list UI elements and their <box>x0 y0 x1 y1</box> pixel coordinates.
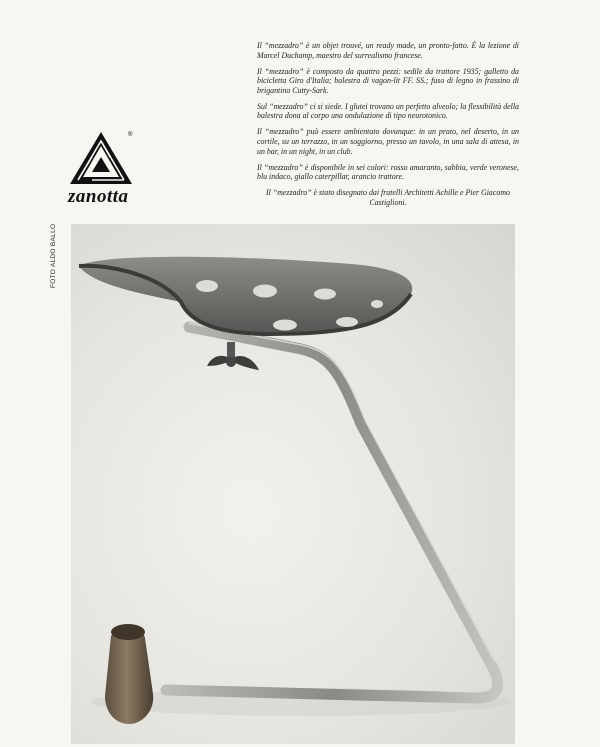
product-photo <box>71 224 515 744</box>
ad-copy <box>257 41 519 214</box>
copy-paragraph-6: Il “mezzadro” è stato disegnato dai fratelli Architetti Achille e Pier Giacomo Castiglioni. <box>266 188 510 207</box>
registered-mark: ® <box>128 132 133 138</box>
copy-paragraph-2: Il “mezzadro” è composto da quattro pezzi: sedile da trattore 1935; galletto da bicicletta Giro d'Italia; balestra di vagon-lit FF. SS.; fuso di legno in frassino di brigantino Cutty-Sark. <box>257 66 519 95</box>
copy-paragraph-4: Il “mezzadro” può essere ambientato dovunque: in un prato, nel deserto, in un cortile, su un terrazzo, in un soggiorno, presso un tavolo, in una sala di attesa, in un bar, in un night, in un club. <box>257 127 519 156</box>
wing-nut-icon <box>207 342 259 370</box>
copy-paragraph-3: Sul “mezzadro” ci si siede. I glutei trovano un perfetto alveolo; la flessibilità della balestra dona al corpo una ondulazione di tipo neurotonico. <box>257 101 519 121</box>
zanotta-logo-icon <box>66 128 136 188</box>
mezzadro-stool-illustration <box>71 224 515 744</box>
wooden-foot-icon <box>105 624 153 724</box>
copy-paragraph-5: Il “mezzadro” è disponibile in sei colori: rosso amaranto, sabbia, verde veronese, blu indaco, giallo caterpillar, arancio trattore. <box>257 162 519 182</box>
copy-paragraph-1: Il “mezzadro” è un objet trouvé, un ready made, un pronto-fatto. È la lezione di Marcel Duchamp, maestro del surrealismo francese. <box>257 41 519 60</box>
photo-credit: FOTO ALDO BALLO <box>50 223 57 288</box>
brand-name: zanotta <box>68 186 129 207</box>
tractor-seat-icon <box>79 257 412 334</box>
